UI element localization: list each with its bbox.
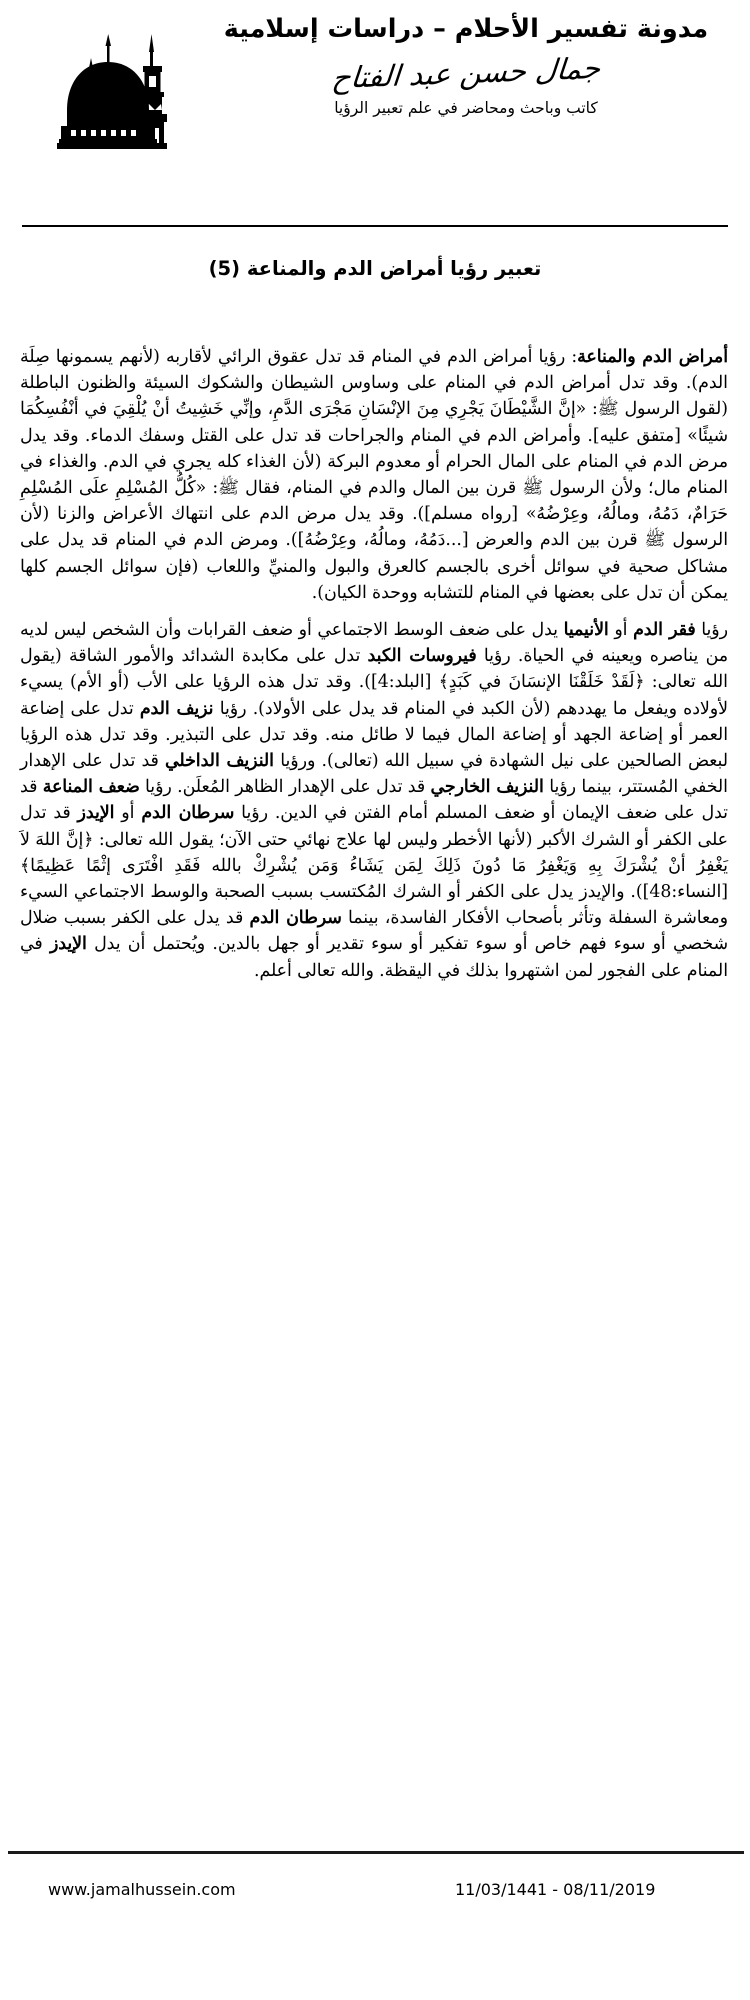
page-title: تعبير رؤيا أمراض الدم والمناعة (5) xyxy=(208,257,542,280)
footer-divider xyxy=(8,1851,744,1854)
paragraph: رؤيا فقر الدم أو الأنيميا يدل على ضعف الوسط الاجتماعي أو ضعف القرابات وأن الشخص ليس لديه من يناصره ويعينه في الحياة. رؤيا فيروسات الكبد تدل على مكابدة الشدائد والأمور الشاقة (يقول الله تعالى: ﴿لَقَدْ خَلَقْنَا الإنسَانَ في كَبَدٍ﴾ [البلد:4]). وقد تدل هذه الرؤيا على الأب (أو الأم) يسيء لأولاده ويفعل ما يهددهم (لأن الكبد في المنام قد يدل على الأولاد). رؤيا نزيف الدم تدل على إضاعة العمر أو إضاعة الجهد أو إضاعة المال فيما لا طائل منه. وقد تدل على التبذير. وقد تدل هذه الرؤيا لبعض الصالحين على نيل الشهادة في سبيل الله (تعالى). ورؤيا النزيف الداخلي قد تدل على الإهدار الخفي المُستتر، بينما رؤيا النزيف الخارجي قد تدل على الإهدار الظاهر المُعلَن. رؤيا ضعف المناعة قد تدل على ضعف الإيمان أو ضعف المسلم أمام الفتن في الدين. رؤيا سرطان الدم أو الإيدز قد تدل على الكفر أو الشرك الأكبر (لأنها الأخطر وليس لها علاج نهائي حتى الآن؛ يقول الله تعالى: ﴿إنَّ اللهَ لاَ يَغْفِرُ أنْ يُشْرَكَ بِهِ وَيَغْفِرُ مَا دُونَ ذَلِكَ لِمَن يَشَاءُ وَمَن يُشْرِكْ بالله فَقَدِ افْتَرَى إثْمًا عَظِيمًا﴾ [النساء:48]). والإيدز يدل على الكفر أو الشرك المُكتسب بسبب الصحبة والوسط الاجتماعي السيء ومعاشرة السفلة وتأثر بأصحاب الأفكار الفاسدة، بينما سرطان الدم قد يدل على الكفر بسبب ضلال شخصي أو سوء فهم خاص أو سوء تفكير أو سوء تقدير أو جهل بالدين. ويُحتمل أن يدل الإيدز في المنام على الفجور لمن اشتهروا بذلك في اليقظة. والله تعالى أعلم. xyxy=(20,620,728,981)
footer-date: 11/03/1441 - 08/11/2019 xyxy=(455,1880,656,1899)
page-header xyxy=(0,0,750,186)
author-byline: كاتب وباحث ومحاضر في علم تعبير الرؤيا xyxy=(334,98,598,117)
blog-title: مدونة تفسير الأحلام – دراسات إسلامية xyxy=(223,14,709,44)
author-signature: جمال حسن عبد الفتاح xyxy=(330,50,602,95)
mosque-logo-icon xyxy=(45,18,185,158)
header-divider xyxy=(22,225,728,227)
header-text-block xyxy=(216,14,716,117)
paragraph: أمراض الدم والمناعة: رؤيا أمراض الدم في المنام قد تدل عقوق الرائي لأقاربه (لأنهم يسمونها صِلَة الدم). وقد تدل أمراض الدم في المنام على وساوس الشيطان والشكوك السيئة والظنون الباطلة (لقول الرسول ﷺ: «إنَّ الشَّيْطَانَ يَجْرِي مِنَ الإنْسَانِ مَجْرَى الدَّمِ، وإنِّي خَشِيتُ أنْ يُلْقِيَ في أنْفُسِكُمَا شيئًا» [متفق عليه]. وأمراض الدم في المنام والجراحات قد تدل على القتل وسفك الدماء. وقد يدل مرض الدم في المنام على المال الحرام أو معدوم البركة (لأن الغذاء كله يجري في الدم. والغذاء في المنام مال؛ ولأن الرسول ﷺ قرن بين المال والدم في المنام، فقال ﷺ: «كُلُّ المُسْلِمِ علَى المُسْلِمِ حَرَامٌ، دَمُهُ، ومالُهُ، وعِرْضُهُ» [رواه مسلم]). وقد يدل مرض الدم على انتهاك الأعراض والزنا (لأن الرسول ﷺ قرن بين الدم والعرض [...دَمُهُ، ومالُهُ، وعِرْضُهُ]). ومرض الدم في المنام قد يدل على مشاكل صحية في سوائل أخرى بالجسم كالعرق والبول والمنيِّ واللعاب (فإن سوائل الجسم كلها يمكن أن تدل على بعضها في المنام للتشابه ووحدة الكيان). xyxy=(20,347,729,603)
page-footer xyxy=(0,1880,750,1920)
article-body xyxy=(20,344,728,984)
footer-website-link[interactable]: www.jamalhussein.com xyxy=(48,1880,236,1899)
